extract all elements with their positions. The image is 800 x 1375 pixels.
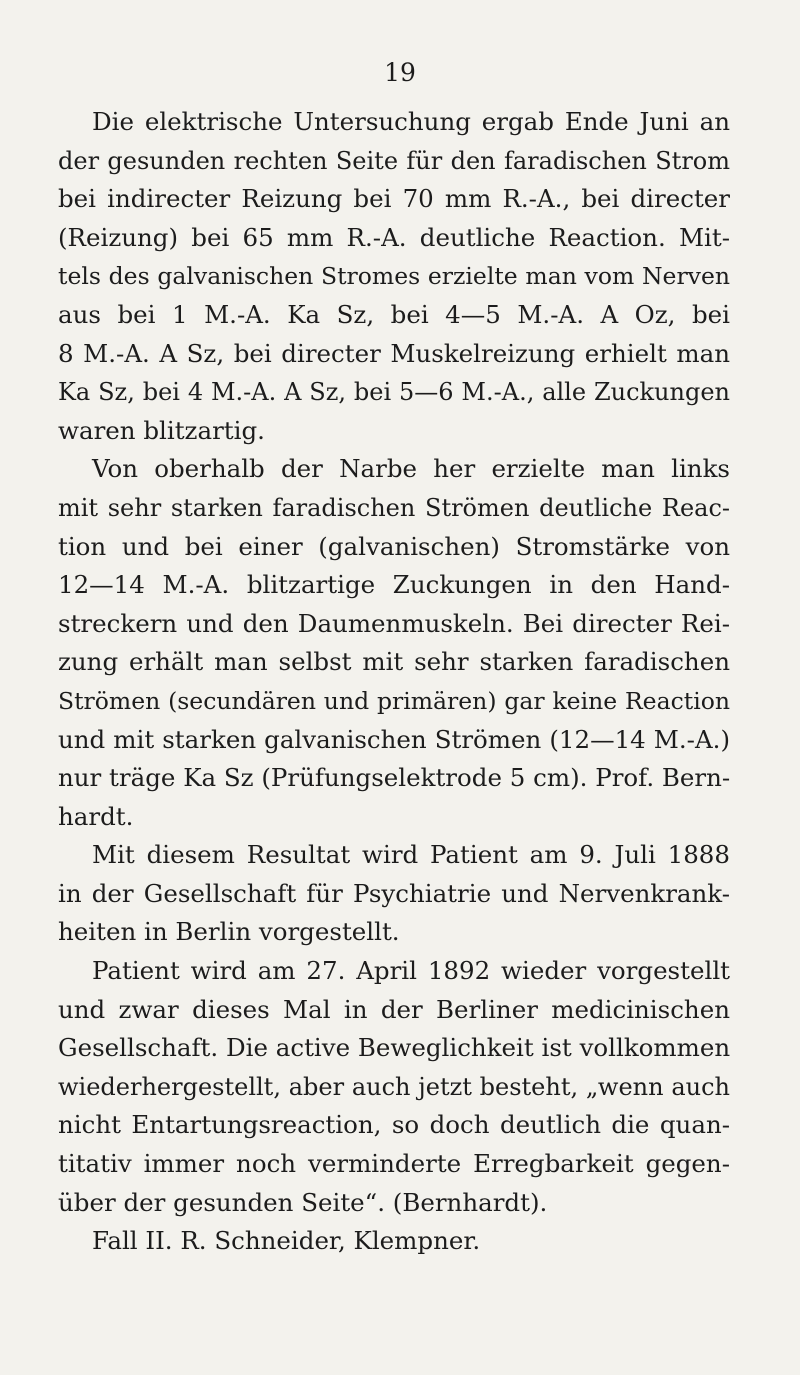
text-line: Mit diesem Resultat wird Patient am 9. Juli 1888: [92, 840, 730, 870]
text-line: und mit starken galvanischen Strömen (12—14 M.-A.): [58, 724, 730, 754]
text-line: nur träge Ka Sz (Prüfungselektrode 5 cm). Prof. Bern-: [58, 763, 731, 793]
text-line: tels des galvanischen Stromes erzielte man vom Nerven: [58, 262, 730, 291]
text-line: nicht Entartungsreaction, so doch deutlich die quan-: [58, 1110, 730, 1140]
text-line: Ka Sz, bei 4 M.-A. A Sz, bei 5—6 M.-A., alle Zuckungen: [58, 378, 730, 407]
page-number: 19: [384, 58, 416, 87]
text-line: und zwar dieses Mal in der Berliner medicinischen: [58, 994, 730, 1024]
text-line: 8 M.-A. A Sz, bei directer Muskelreizung erhielt man: [58, 338, 730, 368]
text-line: bei indirecter Reizung bei 70 mm R.-A., bei directer: [58, 184, 730, 214]
text-line: der gesunden rechten Seite für den faradischen Strom: [58, 146, 730, 175]
text-line: Von oberhalb der Narbe her erzielte man links: [92, 454, 730, 484]
text-line: Patient wird am 27. April 1892 wieder vorgestellt: [92, 956, 730, 986]
text-line: tion und bei einer (galvanischen) Stromstärke von: [58, 531, 730, 561]
text-line: titativ immer noch verminderte Erregbarkeit gegen-: [58, 1149, 730, 1179]
text-line: mit sehr starken faradischen Strömen deutliche Reac-: [58, 493, 730, 522]
text-line: wiederhergestellt, aber auch jetzt besteht, „wenn auch: [58, 1072, 730, 1101]
text-line: Gesellschaft. Die active Beweglichkeit ist vollkommen: [58, 1033, 731, 1063]
text-line: 12—14 M.-A. blitzartige Zuckungen in den Hand-: [58, 570, 730, 600]
text-line: waren blitzartig.: [58, 415, 265, 445]
text-line: Strömen (secundären und primären) gar keine Reaction: [58, 686, 730, 715]
text-line: über der gesunden Seite“. (Bernhardt).: [58, 1187, 548, 1217]
text-line: Die elektrische Untersuchung ergab Ende Juni an: [92, 107, 730, 136]
text-line: aus bei 1 M.-A. Ka Sz, bei 4—5 M.-A. A Oz, bei: [58, 299, 730, 329]
text-line: (Reizung) bei 65 mm R.-A. deutliche Reaction. Mit-: [58, 222, 730, 252]
text-line: streckern und den Daumenmuskeln. Bei directer Rei-: [58, 608, 730, 638]
text-line: zung erhält man selbst mit sehr starken faradischen: [58, 647, 730, 677]
text-line: Fall II. R. Schneider, Klempner.: [92, 1226, 481, 1256]
text-line: heiten in Berlin vorgestellt.: [58, 917, 400, 947]
text-line: hardt.: [58, 801, 134, 831]
text-line: in der Gesellschaft für Psychiatrie und Nervenkrank-: [58, 878, 730, 908]
body-text: [58, 103, 730, 1261]
